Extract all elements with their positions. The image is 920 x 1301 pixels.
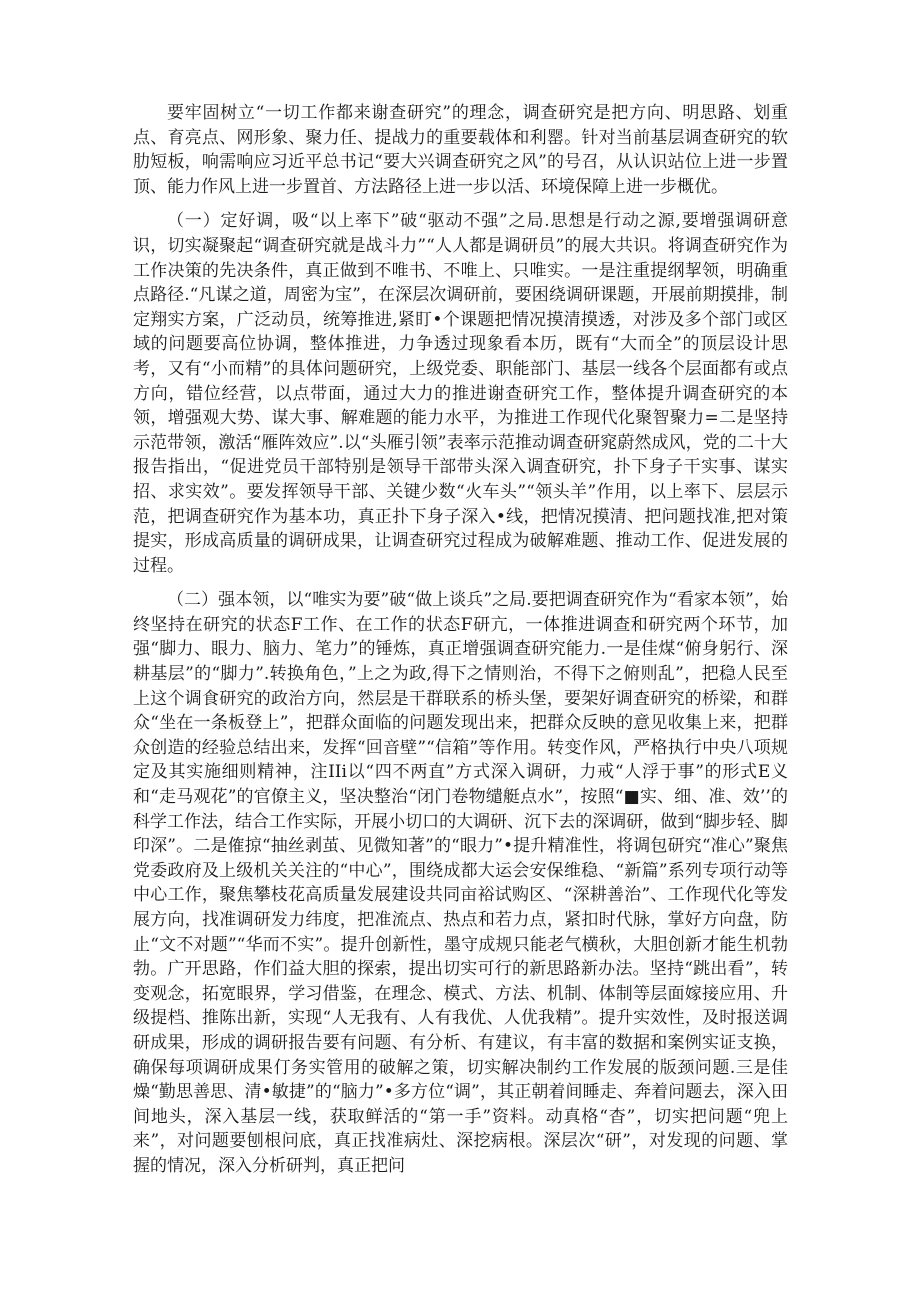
intro-paragraph: 要牢固树立“一切工作都来谢查研究”的理念，调查研究是把方向、明思路、划重点、育亮点、网形象、聚力任、提战力的重要载体和利罂。针对当前基层调查研究的软肋短板，响需响应习近平总书记“要大兴调查研究之风”的号召，从认识站位上进一步置顶、能力作风上进一步置首、方法路径上进一步以活、环境保障上进一步概优。 (133, 103, 788, 197)
section-one-paragraph: （一）定好调，吸“以上率下”破“驱动不强”之局.思想是行动之源,要增强调研意识，切实凝聚起“调查研究就是战斗力”“人人都是调研员”的展大共识。将调查研究作为工作决策的先决条件，真正做到不唯书、不唯上、只唯实。一是注重提纲挈领，明确重点路径.“凡谋之道，周密为宝”，在深层次调研前，要困绕调研课题，开展前期摸排，制定翔实方案，广泛动员，统筹推进,紧盯•个课题把情况摸清摸透，对涉及多个部门或区域的问题要高位协调，整体推进，力争透过现象看本历，既有“大而全”的顶层设计思考，又有“小而精”的具体问题研究，上级党委、职能部门、基层一线各个层面都有或点方向，错位经营，以点带面，通过大力的推进谢查研究工作，整体提升调查研究的本领，增强观大势、谋大事、解难题的能力水平，为推进工作现代化聚智聚力=二是坚持示范带领，激活“雁阵效应”.以“头雁引领”表率示范推动调查研窕蔚然成风，党的二十大报告指出，“促进党员干部特别是领导干部带头深入调査研究，扑下身子干实事、谋实招、求实效”。要发挥领导干部、关键少数“火车头”“领头羊”作用，以上率下、层层示范，把调查研究作为基本功，真正扑下身子深入•线，把情况摸清、把问题找准,把对策提实，形成高质量的调研成果，让调查研究过程成为破解难题、推动工作、促进发展的过程。 (133, 211, 788, 576)
document-body (133, 101, 788, 1179)
section-two-paragraph: （二）强本领，以“唯实为要”破“做上谈兵”之局.要把调査研究作为“看家本领”，始终坚持在研究的状态F工作、在工作的状态F研亢，一体推进调查和研究两个环节，加强“脚力、眼力、脑力、笔力”的锤炼，真正增强调查研究能力.一是佳煤“俯身躬行、深耕基层”的“脚力”.转换角色，”上之为政,得下之情则治，不得下之俯则乱”，把稳人民至上这个调食研究的政治方向，然层是干群联系的桥头堡，要架好调査研究的桥梁，和群众“坐在一条板登上”，把群众面临的问题发现出来，把群众反映的意见收集上来，把群众创造的经验总结出来，发挥“回音壁”“信箱”等作用。转变作风，严格执行中央八项规定及其实施细则精神，注IIi以“四不两直”方式深入调研，力戒“人浮于事”的形式E义和“走马观花”的官僚主义，坚决整治“闭门卷物缱艇点水”，按照“■实、细、准、效’’的科学工作法，结合工作实际，开展小切口的大调研、沉下去的深调研，做到“脚步轻、脚印深”。二是傕掠“抽丝剥茧、见微知著”的“眼力”•提升精准性，将调包研究“准心”聚焦党委政府及上级机关关注的“中心”，围绕成都大运会安保维稳、“新篇”系列专项行动等中心工作，聚焦攀枝花高质量发展建设共同亩裕试购区、“深耕善治”、工作现代化等发展方向，找准调研发力纬度，把准流点、热点和若力点，紧扣时代脉，掌好方向盘，防止“文不对题”“华而不实”。提升创新性，墨守成规只能老气横秋，大胆创新才能生机勃勃。广开思路，作们益大胆的探索，提出切实可行的新思路新办法。坚持“跳出看”，转变观念，拓宽眼界，学习借鉴，在理念、模式、方法、机制、体制等层面嫁接应用、升级提档、推陈出新，实现“人无我有、人有我优、人优我精”。提升实效性，及时报送调研成果，形成的调研报告要有问题、有分析、有建议，有丰富的数据和案例实证支换，确保每项调研成果仃务实管用的破解之策，切实解决制约工作发展的版颈问题.三是佳燥“勤思善思、清•敏捷”的“脑力”•多方位“调”，其正朝着间睡走、奔着问题去，深入田间地头，深入基层一线，获取鲜活的“第一手”资料。动真格“杳”，切实把问题“兜上来”，对问题要刨根问底，真正找准病灶、深挖病根。深层次“研”，对发现的问题、掌握的情况，深入分析研判，真正把问 (133, 590, 788, 1176)
